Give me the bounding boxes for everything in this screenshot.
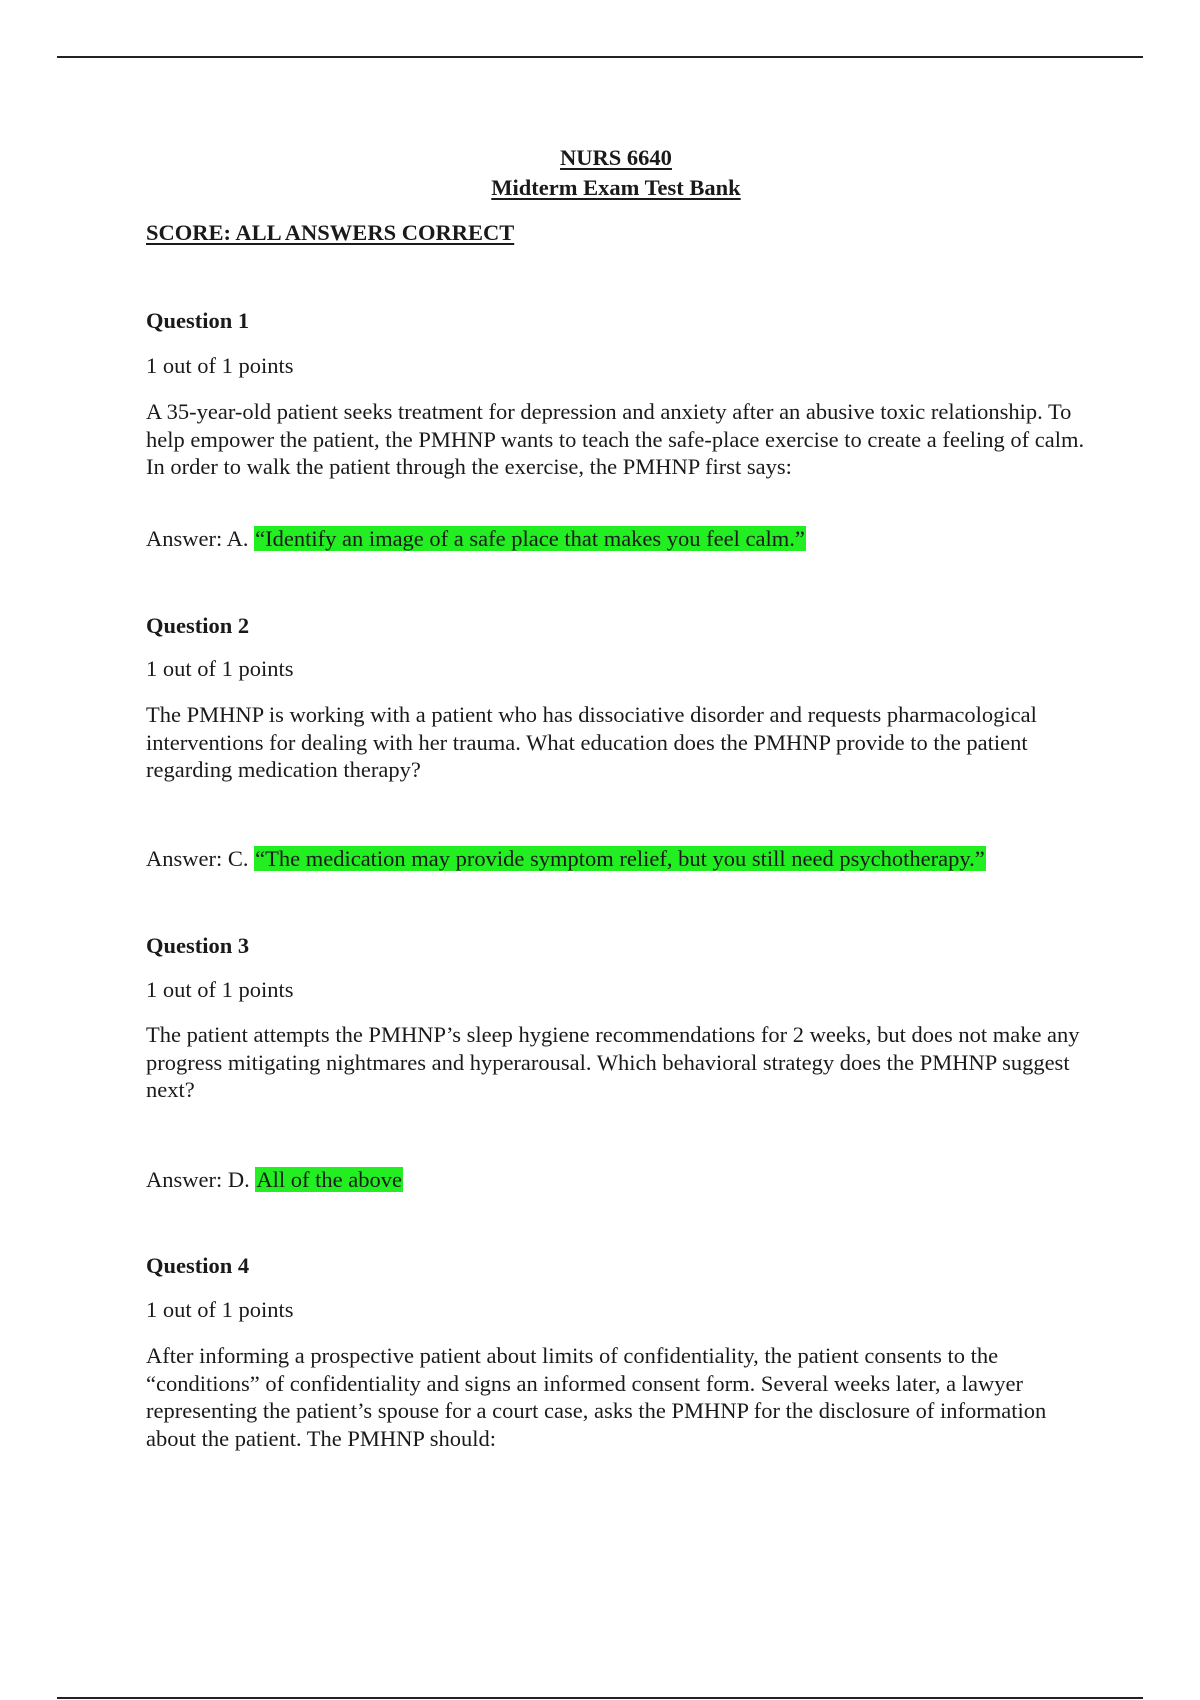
score-line: SCORE: ALL ANSWERS CORRECT bbox=[146, 220, 515, 245]
answer-highlight: “The medication may provide symptom relief, but you still need psychotherapy.” bbox=[255, 846, 985, 871]
bottom-rule bbox=[57, 1697, 1143, 1699]
question-points: 1 out of 1 points bbox=[146, 977, 294, 1002]
answer-line bbox=[146, 846, 986, 872]
answer-prefix: Answer: A. bbox=[146, 526, 255, 551]
course-title-text: NURS 6640 bbox=[560, 145, 672, 170]
answer-highlight: All of the above bbox=[256, 1167, 402, 1192]
answer-highlight: “Identify an image of a safe place that makes you feel calm.” bbox=[255, 526, 805, 551]
answer-prefix: Answer: C. bbox=[146, 846, 255, 871]
question-heading: Question 2 bbox=[146, 613, 250, 638]
question-heading: Question 3 bbox=[146, 933, 250, 958]
exam-subtitle-text: Midterm Exam Test Bank bbox=[491, 175, 741, 200]
question-stem: The patient attempts the PMHNP’s sleep hygiene recommendations for 2 weeks, but does not make any progress mitigating nightmares and hyperarousal. Which behavioral strategy does the PMHNP suggest next? bbox=[146, 1022, 1080, 1102]
top-rule bbox=[57, 56, 1143, 58]
question-stem: The PMHNP is working with a patient who has dissociative disorder and requests pharmacological interventions for dealing with her trauma. What education does the PMHNP provide to the patient regarding medication therapy? bbox=[146, 702, 1037, 782]
course-title bbox=[146, 145, 1086, 171]
question-points: 1 out of 1 points bbox=[146, 1297, 294, 1322]
question-points: 1 out of 1 points bbox=[146, 656, 294, 681]
exam-subtitle bbox=[146, 175, 1086, 201]
question-stem: A 35-year-old patient seeks treatment for depression and anxiety after an abusive toxic relationship. To help empower the patient, the PMHNP wants to teach the safe-place exercise to create a feeling of calm. In order to walk the patient through the exercise, the PMHNP first says: bbox=[146, 399, 1085, 479]
answer-prefix: Answer: D. bbox=[146, 1167, 256, 1192]
answer-line bbox=[146, 1167, 403, 1193]
question-points: 1 out of 1 points bbox=[146, 353, 294, 378]
question-heading: Question 4 bbox=[146, 1253, 250, 1278]
question-heading: Question 1 bbox=[146, 308, 250, 333]
question-stem: After informing a prospective patient about limits of confidentiality, the patient consents to the “conditions” of confidentiality and signs an informed consent form. Several weeks later, a lawyer representing the patient’s spouse for a court case, asks the PMHNP for the disclosure of information about the patient. The PMHNP should: bbox=[146, 1343, 1047, 1451]
answer-line bbox=[146, 526, 806, 552]
